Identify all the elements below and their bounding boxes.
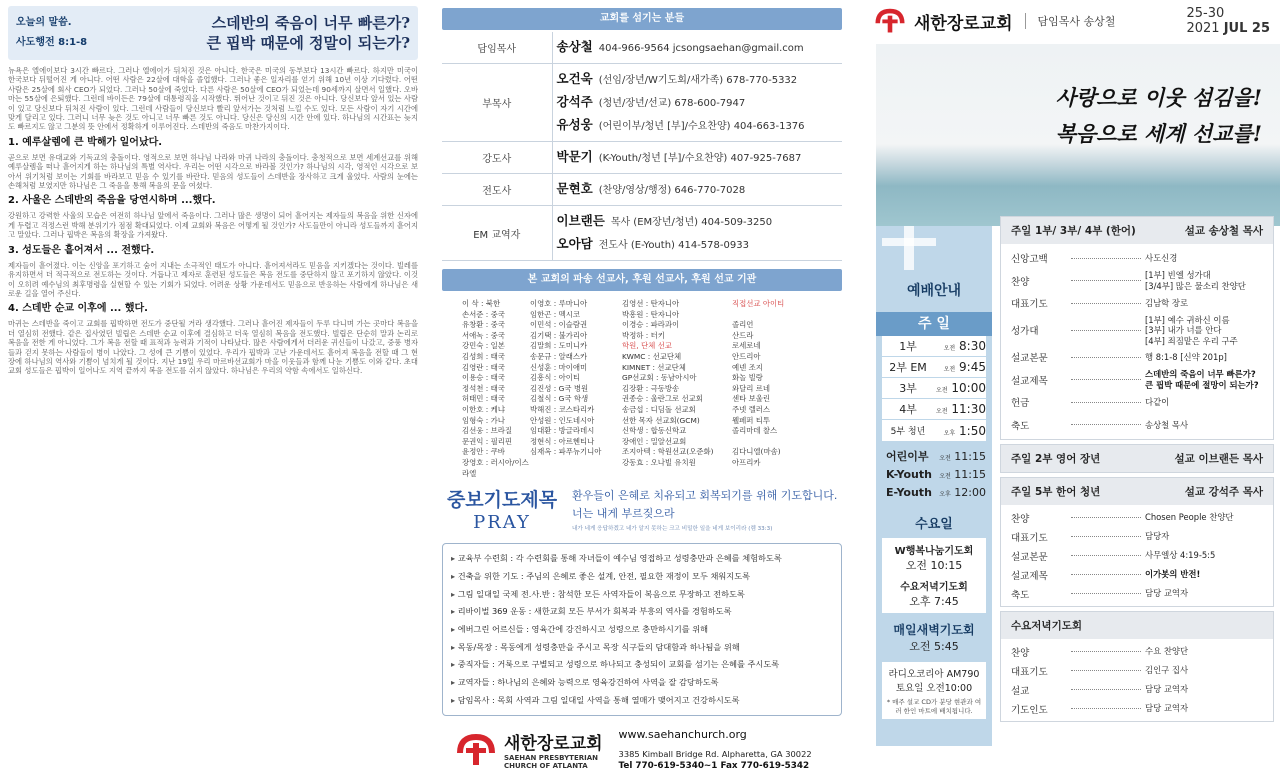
mission-item: 안성원 : 인도네시아: [530, 415, 595, 425]
mission-item: 이경승 : 파라과이: [622, 320, 680, 330]
staff-name: 문현호: [556, 181, 593, 196]
order-row: [1011, 546, 1263, 565]
mission-item: 송금섭 : 디딤돌 선교회: [622, 404, 696, 414]
mission-item: 화놀 빌랑: [732, 373, 763, 383]
mission-item: 로세로네: [732, 341, 761, 351]
youth-services: [882, 447, 986, 501]
order-youth: [1000, 477, 1274, 607]
dotted-leader: [1071, 379, 1141, 380]
mission-item: 박흥원 : 탄자니아: [622, 309, 680, 319]
mission-item: 임형숙 : 가나: [462, 415, 505, 425]
list-item: ▸ 그림 일대일 국제 전.사.반 : 참석한 모든 사역자들이 복음으로 무장하고 전하도록: [451, 586, 833, 604]
cover-image: [876, 44, 1280, 226]
prayer-subtitle: PRAY: [473, 512, 531, 534]
order-row: [1011, 414, 1263, 437]
role-cell: 부목사: [442, 64, 552, 142]
order-row: [1011, 292, 1263, 315]
mission-item: 김진성 : G국 병원: [530, 383, 589, 393]
section-heading: 4. 스데반 순교 이후에 ... 했다.: [8, 303, 148, 315]
cover-church-name: 새한장로교회: [914, 13, 1013, 34]
order-item-value: 담당 교역자: [1145, 588, 1189, 599]
mission-item: 심재옥 : 파푸뉴기니아: [530, 447, 602, 457]
mission-item: 서애녹 : 중국: [462, 330, 505, 340]
radio-time: 토요일 오전10:00: [895, 683, 973, 694]
mission-item: 졸리마데 찰스: [732, 426, 778, 436]
list-item: ▸ 교역자들 : 하나님의 은혜와 능력으로 영육강건하여 사역을 잘 감당하도록: [451, 674, 833, 692]
radio-note: * 매주 설교 CD가 분당 현관과 여러 한인 마트에 배치됩니다.: [886, 698, 982, 715]
service-name: 3부: [899, 382, 917, 395]
section-body: 곧으로 보면 유대교와 기독교의 충돌이다. 영적으로 보면 하나님 나라와 마귀 나라의 충돌이다. 충청적으로 보면 세계선교를 위해 예루살렘을 떠나 흩어지게 하는 하나님의 특별 역사다. 우리는 어떤 시각으로 바라볼 것인가? 하나님의 시각, 영적인 시각으로 보아서 위기처럼 보이는 기회를 바라보고 믿음 수 있기를 바란다. 믿음의 성도들이 스데반을 장사하고 크게 울었다. 사람의 눈에는 손해처럼 보였지만 하나님은 그 죽음을 통해 복음의 문을 여셨다.: [8, 152, 418, 191]
order-row: [1011, 391, 1263, 414]
mission-item: 김영란 : 태국: [462, 362, 505, 372]
church-logo-icon: [874, 8, 906, 34]
section-heading: 3. 성도들은 흩어져서 ... 전했다.: [8, 244, 155, 256]
sermon-header: [8, 6, 418, 60]
section-body: 제자들이 흩어졌다. 이는 신앙을 포기하고 숨어 지내는 소극적인 태도가 아니다. 흩어져서라도 믿음을 지키겠다는 것이다. 빌레를 유지하면서 더 적극적으로 전도하는 것이다. 거듭나고 제자로 훈련된 성도들은 복음 전도를 중단하지 않고 포기하지 않았다. 이것이 오히려 예수님의 최후명령을 실현할 수 있는 기회가 되었다. 어려운 상황 가운데서도 믿음으로 반응하는 사람에게 하나님은 새로운 길을 열어 주신다.: [8, 260, 418, 298]
staff-name: 유성웅: [556, 117, 593, 132]
section-heading: 2. 사울은 스데반의 죽음을 당연시하며 ...했다.: [8, 195, 216, 207]
order-row: [1011, 680, 1263, 699]
dawn-time: 오전 5:45: [909, 640, 959, 653]
footer-church-name: 새한장로교회: [504, 734, 603, 755]
order-item-value: 담당 교역자: [1145, 684, 1189, 695]
sermon-reference: 사도행전 8:1-8: [16, 37, 88, 48]
service-time: 11:15: [954, 449, 986, 463]
role-cell: 강도사: [442, 142, 552, 174]
order-item-value: [1부] 예수 귀하신 이름 [3부] 내가 너를 안다 [4부] 죄짐맡은 우리 구주: [1145, 314, 1238, 346]
cover-pastor: 담임목사 송상철: [1037, 15, 1116, 28]
wednesday-label: 수요일: [915, 517, 953, 532]
mission-item: KIMNET : 선교단체: [622, 362, 686, 372]
staff-detail: 404-966-9564 jcsongsaehan@gmail.com: [598, 43, 804, 54]
order-row: [1011, 346, 1263, 369]
am-label: 오전: [943, 345, 956, 352]
mission-item: 박정하 : 터키: [622, 330, 665, 340]
order-item-label: 설교: [1011, 685, 1030, 697]
mission-item: 산드라: [732, 330, 754, 340]
dotted-leader: [1071, 593, 1141, 594]
wed-service-time: 오전 10:15: [905, 559, 963, 572]
mission-item: GP선교회 : 동남아시아: [622, 373, 697, 383]
sermon-panel: [0, 0, 426, 778]
mission-item: 아프리카: [732, 457, 761, 467]
order-row: [1011, 642, 1263, 661]
mission-item: 졸리언: [732, 320, 754, 330]
mission-item: 김다니엘(마솜): [732, 447, 781, 457]
dotted-leader: [1071, 357, 1141, 358]
sermon-section: [8, 244, 418, 299]
order-item-label: 헌금: [1011, 398, 1030, 410]
role-cell: 담임목사: [442, 32, 552, 64]
service-name: 2부 EM: [889, 361, 927, 374]
order-item-value: 스데반의 죽음이 너무 빠른가? 큰 핍박 때문에 절망이 되는가?: [1145, 369, 1259, 390]
order-item-label: 대표기도: [1011, 666, 1048, 678]
cover-header: [862, 0, 1280, 42]
mission-item: 안드리아: [732, 351, 761, 361]
mission-item: 신학생 : 합동신학교: [622, 426, 687, 436]
missions-col2: [530, 299, 622, 479]
staff-detail: 전도사 (E-Youth) 414-578-0933: [598, 240, 749, 251]
order-item-label: 성가대: [1011, 326, 1039, 338]
table-row: [442, 32, 842, 64]
mission-item: 임대환 : 방글라데시: [530, 426, 595, 436]
mission-item: 이한호 : 케냐: [462, 404, 505, 414]
order-title: 주일 1부/ 3부/ 4부 (한어): [1011, 225, 1136, 237]
staff-detail: (청년/장년/선교) 678-600-7947: [598, 98, 746, 109]
staff-detail: (선임/장년/W기도회/새가족) 678-770-5332: [598, 75, 798, 86]
list-item: ▸ 목동/목장 : 목동에게 성령충만을 주시고 목장 식구들의 담대함과 하나됨을 위해: [451, 639, 833, 657]
footer-church-en1: SAEHAN PRESBYTERIAN: [504, 754, 599, 763]
dotted-leader: [1071, 424, 1141, 425]
radio-info: [882, 662, 986, 719]
wed-service-time: 오후 7:45: [909, 595, 959, 608]
order-item-label: 축도: [1011, 420, 1030, 432]
order-item-label: 찬양: [1011, 513, 1030, 525]
staff-name: 송상철: [556, 39, 593, 54]
mission-item: 이 삭 : 북한: [462, 299, 501, 308]
mission-item: [732, 437, 832, 448]
sermon-title-line2: 큰 핍박 때문에 정말이 되는가?: [206, 34, 410, 52]
mission-item: 정석천 : 태국: [462, 383, 505, 393]
order-item-value: 사도신경: [1145, 253, 1178, 263]
order-row: [1011, 315, 1263, 347]
issue-year: 2021: [1186, 21, 1220, 36]
pm-label: 오후: [943, 429, 956, 437]
service-name: 4부: [899, 403, 917, 416]
mission-item: 주넷 렐러스: [732, 404, 771, 414]
staff-table: [442, 32, 842, 261]
cross-icon: [876, 226, 992, 270]
section-heading: 1. 예루살렘에 큰 박해가 일어났다.: [8, 136, 163, 148]
mission-item: 김장환 : 극동방송: [622, 383, 680, 393]
dotted-leader: [1071, 689, 1141, 690]
dotted-leader: [1071, 258, 1141, 259]
am-label: 오전: [939, 472, 951, 480]
prayer-verse-small: 내가 네게 응답하겠고 네가 알지 못하는 크고 비밀한 일을 네게 보이리라 (렘 33:3): [572, 525, 773, 532]
sunday-services: [882, 336, 986, 441]
list-item: ▸ 교육부 수련회 : 각 수련회를 통해 자녀들이 예수님 영접하고 성령충만과 은혜를 체험하도록: [451, 550, 833, 568]
prayer-verse1: 환우들이 은혜로 치유되고 회복되기를 위해 기도합니다.: [572, 488, 838, 502]
order-row: [1011, 508, 1263, 527]
staff-title: 교회를 섬기는 분들: [442, 8, 842, 30]
sermon-section: [8, 136, 418, 191]
table-row: [442, 206, 842, 261]
service-name: 어린이부: [886, 450, 929, 463]
address: 3385 Kimball Bridge Rd. Alpharetta, GA 30022: [618, 749, 812, 760]
order-row: [1011, 565, 1263, 584]
sermon-section: [8, 194, 418, 239]
mission-item: 장애인 : 밀알선교회: [622, 436, 687, 446]
order-item-value: 수요 찬양단: [1145, 646, 1189, 657]
order-preacher: 설교 강석주 목사: [1184, 486, 1263, 498]
section-body: 마귀는 스데반을 죽이고 교회를 핍박하면 전도가 중단될 거라 생각했다. 그러나 흩어진 제자들이 두루 다니며 가는 곳마다 복음을 더 열심히 전했다. 같은 집사였던 빌립은 스데반 순교 이후에 결심하고 더욱 열심히 복음을 전도했다. 빌립은 단순히 말과 논리로 복음을 전한 게 아니었다. 그가 복음 전할 때 표적과 능력과 기적이 나타났다. 많은 사람에게서 더러운 귀신들이 나갔고, 중풍 병자들과 걷지 못하는 사람들이 병이 나았다. 그 성에 큰 기쁨이 있었다. 우리가 핍박과 고난 가운데서도 흩어져 복음을 전할 때 그 현장에 하나님의 역사와 기쁨이 넘치게 될 것이다. 지난 19일 우리 마르바선교회가 마을 이웃들과 함께 나눈 기쁨도 이와 같다. 초대교회 성도들은 핍박이 일어나도 지역 끝까지 복음 전도를 쉬지 않았다. 하나님은 우리의 약함 속에서도 일하신다.: [8, 319, 418, 376]
mission-item: 김성희 : 태국: [462, 351, 505, 361]
order-item-value: 담당 교역자: [1145, 703, 1189, 714]
order-wed: [1000, 611, 1274, 722]
mission-item: 웰페퍼 티투: [732, 415, 771, 425]
mission-item: 예넨 조지: [732, 362, 763, 372]
missions-title: 본 교회의 파송 선교사, 후원 선교사, 후원 선교 기관: [442, 269, 842, 291]
worship-title: 예배안내: [906, 283, 962, 299]
order-item-label: 찬양: [1011, 647, 1030, 659]
wednesday-services: [882, 538, 986, 613]
am-label: 오전: [943, 366, 956, 373]
info-panel: [432, 0, 852, 778]
order-main: [1000, 216, 1274, 440]
order-list: [1001, 505, 1273, 606]
order-title: 주일 5부 한어 청년: [1011, 486, 1101, 498]
mission-item: 윤정안 : 쿠바: [462, 447, 505, 457]
dotted-leader: [1071, 330, 1141, 331]
dotted-leader: [1071, 555, 1141, 556]
order-title: 주일 2부 영어 장년: [1011, 453, 1101, 465]
table-row: [442, 142, 842, 174]
pm-label: 오후: [939, 490, 951, 498]
missions-col4: [732, 299, 832, 479]
role-cell: EM 교역자: [442, 206, 552, 261]
missions-col1: [462, 299, 530, 479]
dotted-leader: [1071, 402, 1141, 403]
dotted-leader: [1071, 517, 1141, 518]
order-item-label: 설교제목: [1011, 570, 1048, 582]
church-logo-icon: [456, 733, 496, 767]
order-item-label: 설교본문: [1011, 551, 1048, 563]
order-preacher: 설교 송상철 목사: [1184, 225, 1263, 237]
mission-item: 임한곤 : 멕시코: [530, 309, 581, 319]
mission-item: 유창환 : 중국: [462, 320, 505, 330]
service-name: 5부 청년: [890, 427, 926, 437]
issue-number: 25-30: [1186, 6, 1225, 21]
cover-panel: [862, 0, 1280, 778]
mission-item: 센타 보울린: [732, 394, 771, 404]
order-item-value: 행 8:1-8 [신약 201p]: [1145, 352, 1227, 362]
order-row: [1011, 584, 1263, 603]
list-item: ▸ 건축을 위한 기도 : 주님의 은혜로 좋은 설계, 안전, 필요한 재정이 모두 채워지도록: [451, 568, 833, 586]
mission-item: 이영호 : 루마니아: [530, 299, 588, 308]
mission-item: 권종승 : 울란그로 선교회: [622, 394, 703, 404]
church-footer: [442, 728, 842, 771]
list-item: ▸ 담임목사 : 목회 사역과 그림 일대일 사역을 통해 열매가 맺어지고 건강하시도록: [451, 692, 833, 710]
slogan-line2: 복음으로 세계 선교를!: [1055, 121, 1262, 146]
staff-detail: (어린이부/청년 [부]/수요찬양) 404-663-1376: [598, 121, 805, 132]
staff-detail: (찬양/영상/행정) 646-770-7028: [598, 185, 746, 196]
mission-item: 손서준 : 중국: [462, 309, 505, 319]
prayer-list: [442, 543, 842, 716]
staff-name: 박문기: [556, 149, 593, 164]
order-title: 수요저녁기도회: [1011, 620, 1083, 632]
dotted-leader: [1071, 670, 1141, 671]
mission-item: 이용승 : 태국: [462, 373, 505, 383]
dotted-leader: [1071, 536, 1141, 537]
service-time: 8:30: [959, 339, 986, 353]
service-time: 11:15: [954, 467, 986, 481]
order-item-label: 대표기도: [1011, 299, 1048, 311]
order-item-label: 축도: [1011, 589, 1030, 601]
staff-name: 오아담: [556, 236, 593, 251]
role-cell: 전도사: [442, 174, 552, 206]
order-row: [1011, 661, 1263, 680]
order-row: [1011, 699, 1263, 718]
sermon-title-line1: 스데반의 죽음이 너무 빠른가?: [211, 14, 410, 32]
mission-item: 김선웅 : 브라질: [462, 426, 513, 436]
dotted-leader: [1071, 280, 1141, 281]
order-item-value: Chosen People 찬양단: [1145, 512, 1234, 523]
radio-name: 라디오코리아 AM790: [888, 669, 980, 680]
mission-item: 이민석 : 이슬람권: [530, 320, 588, 330]
am-label: 오전: [939, 454, 951, 462]
order-item-value: 담당자: [1145, 531, 1170, 542]
dotted-leader: [1071, 303, 1141, 304]
order-item-label: 기도인도: [1011, 704, 1048, 716]
mission-item: 직접선교 아이티: [732, 299, 785, 308]
list-item: ▸ 중직자들 : 거룩으로 구별되고 성령으로 하나되고 충성되이 교회를 섬기는 은혜를 주시도록: [451, 656, 833, 674]
mission-item: 김영선 : 탄자니아: [622, 299, 680, 308]
list-item: ▸ 리바이벌 369 운동 : 새한교회 모든 부서가 회복과 부흥의 역사를 경험하도록: [451, 603, 833, 621]
order-item-value: 김인구 집사: [1145, 665, 1189, 676]
order-row: [1011, 369, 1263, 392]
worship-schedule: [876, 226, 992, 746]
mission-item: 김철식 : G국 학생: [530, 394, 589, 404]
order-item-value: 다같이: [1145, 397, 1170, 407]
footer-church-en2: CHURCH OF ATLANTA: [504, 762, 588, 771]
mission-item: 조지아텍 : 학원선교(오준화): [622, 447, 714, 457]
prayer-title: 중보기도제목: [446, 489, 558, 512]
dotted-leader: [1071, 574, 1141, 575]
wed-service-name: W행복나눔기도회: [894, 546, 974, 557]
issue-date: JUL 25: [1223, 21, 1270, 36]
sermon-label: 오늘의 말씀.: [16, 17, 72, 28]
mission-item: 신성훈 : 마이애미: [530, 362, 588, 372]
mission-item: 송문규 : 알래스카: [530, 351, 588, 361]
mission-item: 문권익 : 필리핀: [462, 436, 513, 446]
mission-item: 김흥식 : 아이티: [530, 373, 581, 383]
list-item: ▸ 에버그린 어르신들 : 영육간에 강건하시고 성령으로 충만하시기를 위해: [451, 621, 833, 639]
order-list: [1001, 244, 1273, 439]
slogan-line1: 사랑으로 이웃 섬김을!: [1055, 85, 1262, 110]
dotted-leader: [1071, 651, 1141, 652]
staff-detail: (K-Youth/청년 [부]/수요찬양) 407-925-7687: [598, 153, 802, 164]
mission-item: 김말희 : 도미니카: [530, 341, 588, 351]
missions-col3: [622, 299, 732, 479]
service-time: 1:50: [959, 423, 986, 438]
section-body: 강원하고 강력한 사울의 모습은 여전히 하나님 앞에서 죽음이다. 그러나 많은 생명이 되어 흩어지는 제자들의 복음을 위한 신자에게 두렵고 걱정스런 박해 분위기가 점점 확대되었다. 이제 교회와 복음은 어떻게 될 것인가? 사도들만이 아니라 성도들까지 흩어지고 말았다. 그러나 핍박은 복음의 확장을 가져왔다.: [8, 211, 418, 240]
sunday-label: 주 일: [876, 312, 992, 336]
mission-item: KWMC : 선교단체: [622, 351, 682, 361]
order-row: [1011, 247, 1263, 270]
staff-name: 강석주: [556, 94, 593, 109]
staff-name: 이브랜든: [556, 213, 605, 228]
order-item-label: 설교제목: [1011, 375, 1048, 387]
staff-name: 오건욱: [556, 71, 593, 86]
worship-orders: [1000, 216, 1274, 722]
mission-item: 선한 목자 선교회(GCM): [622, 415, 700, 425]
staff-detail: 목사 (EM장년/청년) 404-509-3250: [610, 217, 773, 228]
sermon-section: [8, 302, 418, 375]
order-item-label: 신앙고백: [1011, 254, 1048, 266]
order-em: [1000, 444, 1274, 473]
dotted-leader: [1071, 708, 1141, 709]
sermon-intro: 뉴욕은 엘에이보다 3시간 빠르다. 그러나 엘에이가 뒤처진 것은 아니다. 한국은 미국의 동부보다 13시간 빠르다. 하지만 미국이 한국보다 뒤떨어진 게 아니다. 어떤 사람은 22살에 대학을 졸업했다. 그러나 좋은 일자리를 얻기 위해 10년 이상 기다렸다. 어떤 사람은 25살에 회사 CEO가 되었다. 그러나 50살에 죽었다. 다른 사람은 50살에 CEO가 되었는데 90세까지 살면서 일했다. 오바마는 55살에 은퇴했다. 그런데 바이든은 79살에 대통령직을 시작했다. 뛰어난 것이고 뒤진 것은 아니다. 당신보다 앞서 있는 사람이 있고 당신보다 뒤처진 사람이 있다. 그런데 사람들이 당신보다 빨리 앞서가는 것처럼 느낄 수도 있다. 모든 사람이 자기 시간에 맞게 달리고 있다. 그러니 너무 늦은 것도 아니고 너무 빠른 것도 아니다. 당신은 당신의 시간 안에 있다. 하나님의 시간표는 늦지도 빠르지도 않고 그분의 뜻 안에서 정확하게 이루어진다. 스데반의 죽음도 마찬가지이다.: [8, 66, 418, 132]
table-row: [442, 64, 842, 142]
mission-item: 장영호 : 러시아/이스라엘: [462, 457, 529, 478]
order-item-value: 김남학 장로: [1145, 298, 1189, 308]
mission-item: 정현식 : 아르헨티나: [530, 436, 595, 446]
phone: Tel 770-619-5340~1 Fax 770-619-5342: [618, 761, 810, 772]
dawn-label: 매일새벽기도회: [893, 623, 975, 637]
mission-item: 학원, 단체 선교: [622, 341, 672, 351]
website-link[interactable]: www.saehanchurch.org: [618, 728, 747, 742]
service-time: 12:00: [954, 485, 986, 499]
service-time: 10:00: [951, 381, 986, 395]
order-item-value: 이가봇의 반전!: [1145, 569, 1201, 580]
mission-item: 강민숙 : 일본: [462, 341, 505, 351]
table-row: [442, 174, 842, 206]
am-label: 오전: [935, 408, 948, 415]
mission-item: 박해진 : 코스타리카: [530, 404, 595, 414]
mission-item: 허태민 : 태국: [462, 394, 505, 404]
order-item-value: [1부] 빈엘 성가대 [3/4부] 많은 물소리 찬양단: [1145, 270, 1246, 291]
order-item-label: 설교본문: [1011, 353, 1048, 365]
service-name: 1부: [899, 340, 917, 353]
prayer-header: [442, 485, 842, 533]
mission-item: 와달리 르네: [732, 383, 771, 393]
service-time: 9:45: [959, 360, 986, 374]
mission-item: 강동효 : 오나빌 유치원: [622, 457, 696, 467]
order-preacher: 설교 이브랜든 목사: [1174, 453, 1263, 465]
mission-item: 김기택 : 불가리아: [530, 330, 588, 340]
order-item-label: 찬양: [1011, 276, 1030, 288]
order-list: [1001, 639, 1273, 721]
order-item-value: 송상철 목사: [1145, 419, 1189, 430]
footer-logo: [456, 729, 603, 770]
cover-logo: [874, 8, 1115, 34]
order-item-label: 대표기도: [1011, 532, 1048, 544]
order-row: [1011, 527, 1263, 546]
order-row: [1011, 270, 1263, 293]
wed-service-name: 수요저녁기도회: [900, 582, 968, 593]
am-label: 오전: [935, 387, 948, 394]
service-name: K-Youth: [886, 467, 932, 481]
prayer-verse2: 너는 내게 부르짖으라: [572, 506, 675, 520]
service-time: 11:30: [951, 402, 986, 416]
mission-item: [732, 310, 832, 321]
order-item-value: 사무엘상 4:19-5:5: [1145, 550, 1216, 561]
missions-list: [442, 299, 842, 479]
service-name: E-Youth: [886, 485, 932, 499]
